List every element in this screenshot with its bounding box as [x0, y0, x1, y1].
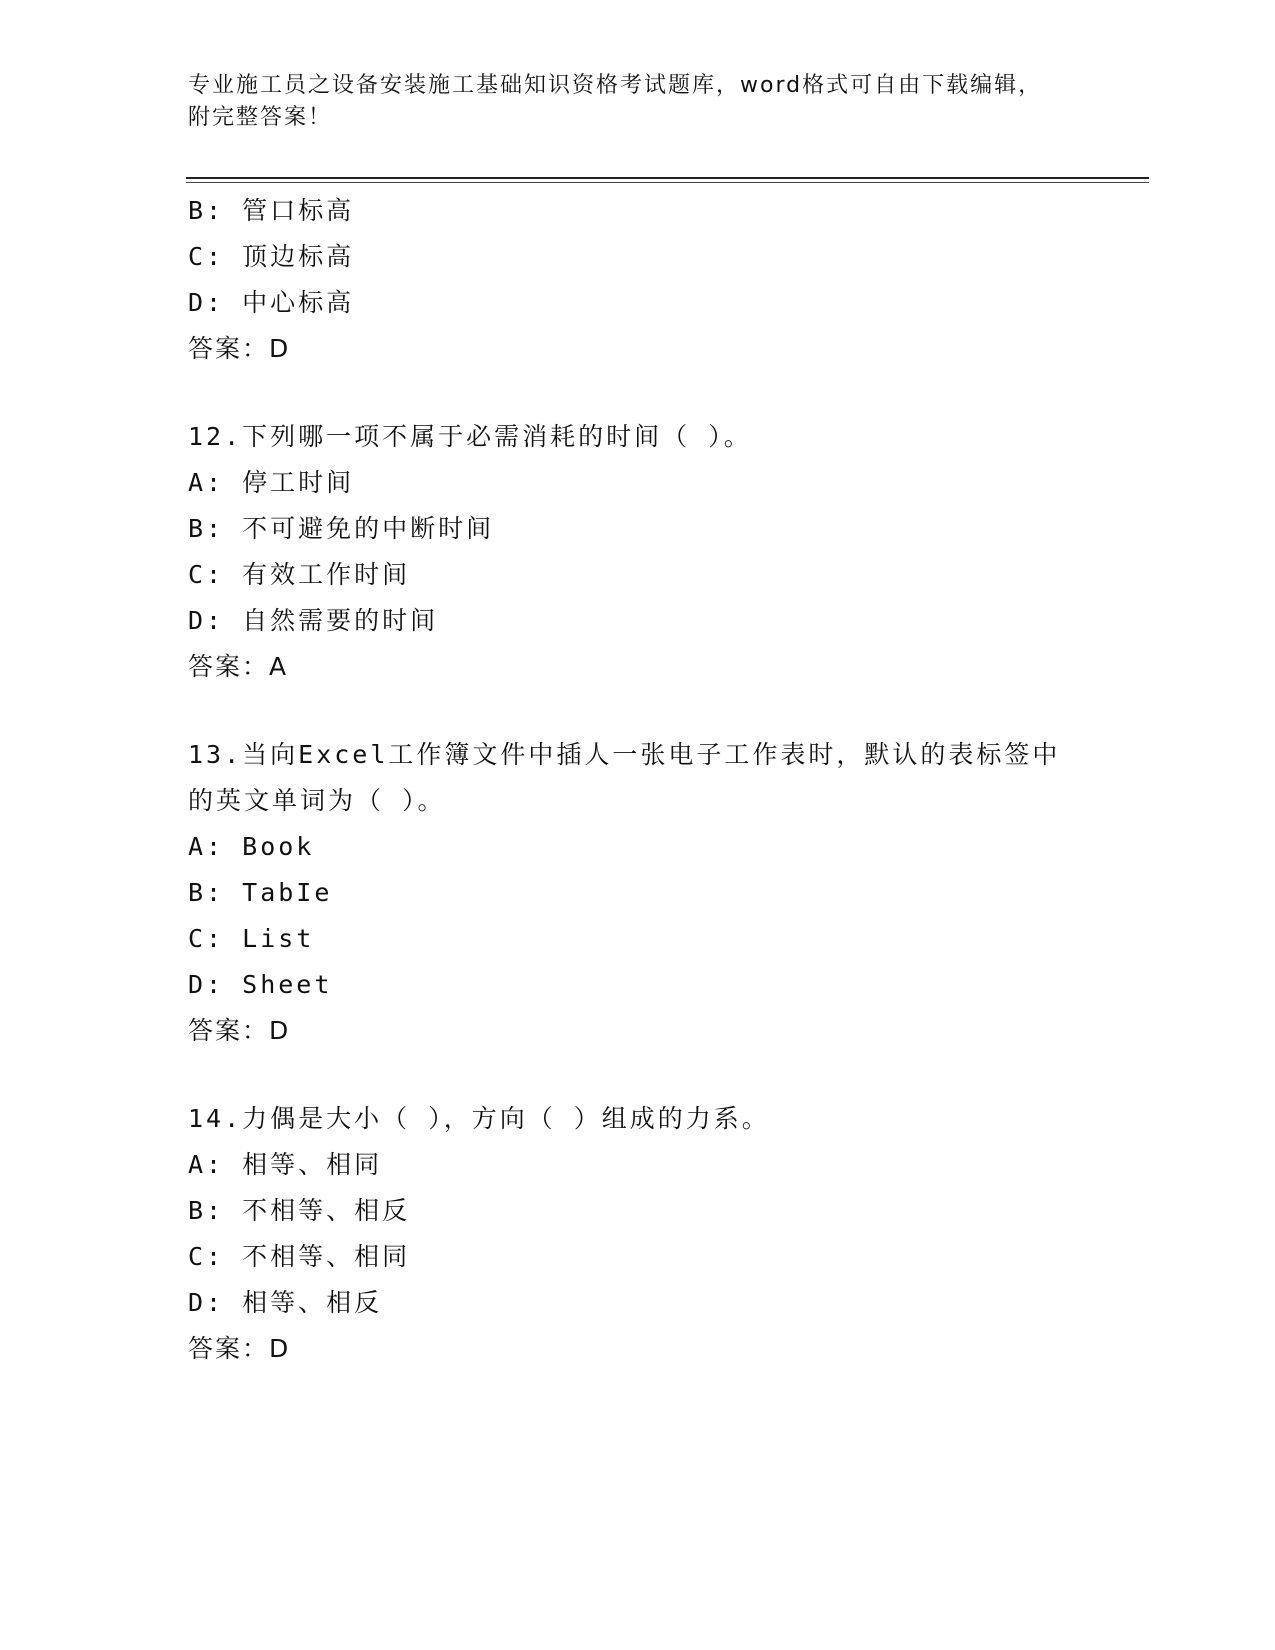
question-stem: 12.下列哪一项不属于必需消耗的时间（ ）。 [188, 422, 752, 451]
header-divider-thin [186, 182, 1149, 183]
option-d: D: 自然需要的时间 [188, 606, 439, 635]
option-b: B: 不可避免的中断时间 [188, 514, 495, 543]
option-d: D: Sheet [188, 970, 333, 999]
header-line-2: 附完整答案！ [188, 105, 333, 130]
answer: 答案：A [188, 652, 289, 681]
header-line-1: 专业施工员之设备安装施工基础知识资格考试题库，word格式可自由下载编辑， [188, 73, 1043, 98]
option-b: B: TabIe [188, 878, 333, 907]
option-d: D: 相等、相反 [188, 1288, 383, 1317]
option-c: C: 顶边标高 [188, 242, 355, 271]
question-13 [188, 732, 1088, 1054]
answer: 答案：D [188, 1334, 291, 1363]
option-c: C: List [188, 924, 315, 953]
question-11-continued [188, 188, 1088, 372]
answer: 答案：D [188, 1016, 291, 1045]
answer: 答案：D [188, 334, 291, 363]
question-stem: 14.力偶是大小（ ），方向（ ）组成的力系。 [188, 1104, 770, 1133]
option-b: B: 不相等、相反 [188, 1196, 411, 1225]
document-header [188, 70, 1088, 134]
option-a: A: 停工时间 [188, 468, 355, 497]
option-a: A: Book [188, 832, 315, 861]
question-12 [188, 414, 1088, 690]
option-c: C: 有效工作时间 [188, 560, 411, 589]
header-divider-thick [186, 177, 1149, 179]
question-list [188, 188, 1088, 1414]
question-stem: 13.当向Excel工作簿文件中插人一张电子工作表时，默认的表标签中 [188, 740, 1061, 769]
option-d: D: 中心标高 [188, 288, 355, 317]
option-b: B: 管口标高 [188, 196, 355, 225]
question-14 [188, 1096, 1088, 1372]
question-stem-continued: 的英文单词为（ ）。 [188, 786, 446, 815]
option-a: A: 相等、相同 [188, 1150, 383, 1179]
option-c: C: 不相等、相同 [188, 1242, 411, 1271]
